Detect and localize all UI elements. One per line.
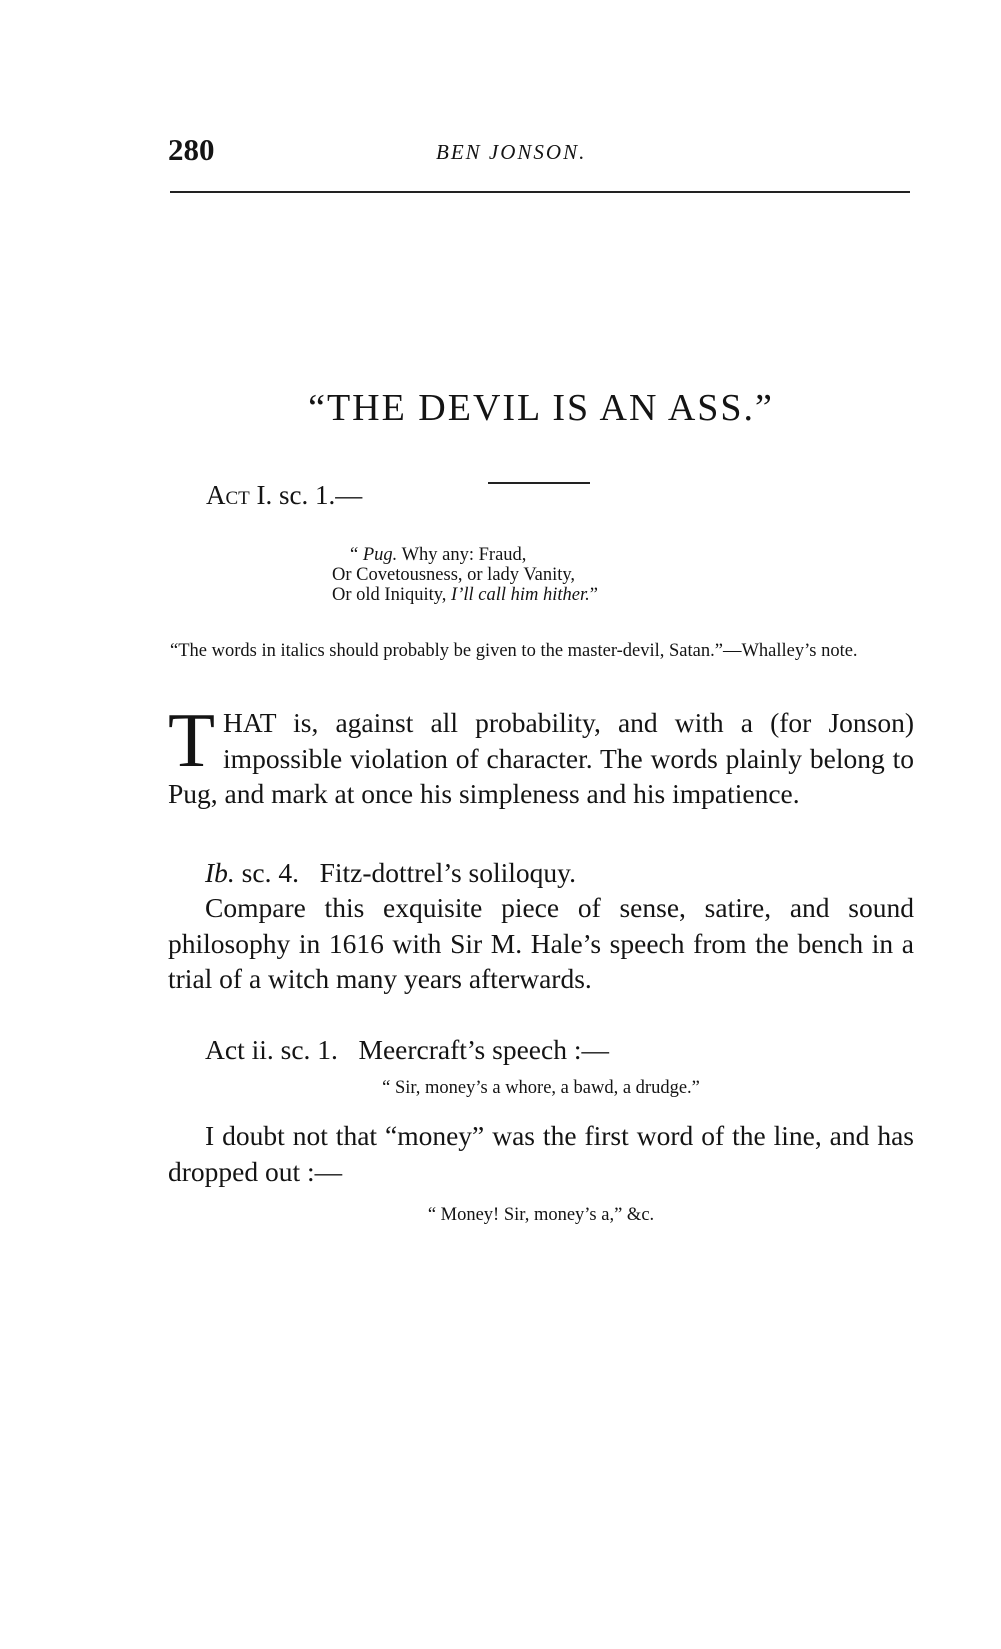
money-quote-emended: “ Money! Sir, money’s a,” &c.: [427, 1205, 655, 1225]
paragraph-4: Act ii. sc. 1. Meercraft’s speech :—: [205, 1034, 609, 1065]
act-scene: I. sc. 1.—: [249, 480, 363, 510]
verse-text: Or old Iniquity,: [332, 585, 452, 605]
paragraph-5: I doubt not that “money” was the first word of the line, and has dropped out :—: [168, 1120, 914, 1187]
verse-quote: [332, 545, 598, 605]
verse-text: Why any: Fraud,: [397, 545, 527, 565]
paragraph-2: [205, 855, 915, 891]
verse-line-1: [350, 545, 598, 565]
running-head: BEN JONSON.: [436, 140, 587, 164]
drop-cap: T: [168, 697, 216, 783]
italic-words: I’ll call him hither.: [451, 585, 590, 605]
verse-line-2: Or Covetousness, or lady Vanity,: [332, 565, 576, 585]
act-label: Act: [206, 480, 250, 510]
paragraph-text: HAT is, against all probability, and with a (for Jonson) impossible violation of character. The words plainly belong to Pug, and mark at once his simpleness and his impatience.: [168, 707, 914, 809]
act-reference: [206, 480, 362, 511]
page-header: [168, 132, 913, 172]
quote-mark: “: [350, 545, 363, 565]
page-number: 280: [168, 132, 215, 167]
verse-line-3: [332, 585, 598, 605]
footnote: “The words in italics should probably be given to the master-devil, Satan.”—Whalley’s note.: [170, 641, 858, 661]
money-quote: “ Sir, money’s a whore, a bawd, a drudge.”: [382, 1078, 700, 1098]
header-rule: [170, 191, 910, 193]
chapter-title: “THE DEVIL IS AN ASS.”: [308, 387, 774, 429]
paragraph-text: sc. 4. Fitz-dottrel’s soliloquy.: [234, 857, 576, 888]
title-rule: [488, 482, 590, 484]
speaker-name: Pug.: [362, 545, 398, 565]
paragraph-1: [168, 697, 914, 812]
paragraph-3: Compare this exquisite piece of sense, satire, and sound philosophy in 1616 with Sir M. Hale’s speech from the bench in a trial of a witch many years afterwards.: [168, 892, 914, 994]
quote-mark: ”: [589, 585, 598, 605]
ibid-abbrev: Ib.: [205, 857, 235, 888]
